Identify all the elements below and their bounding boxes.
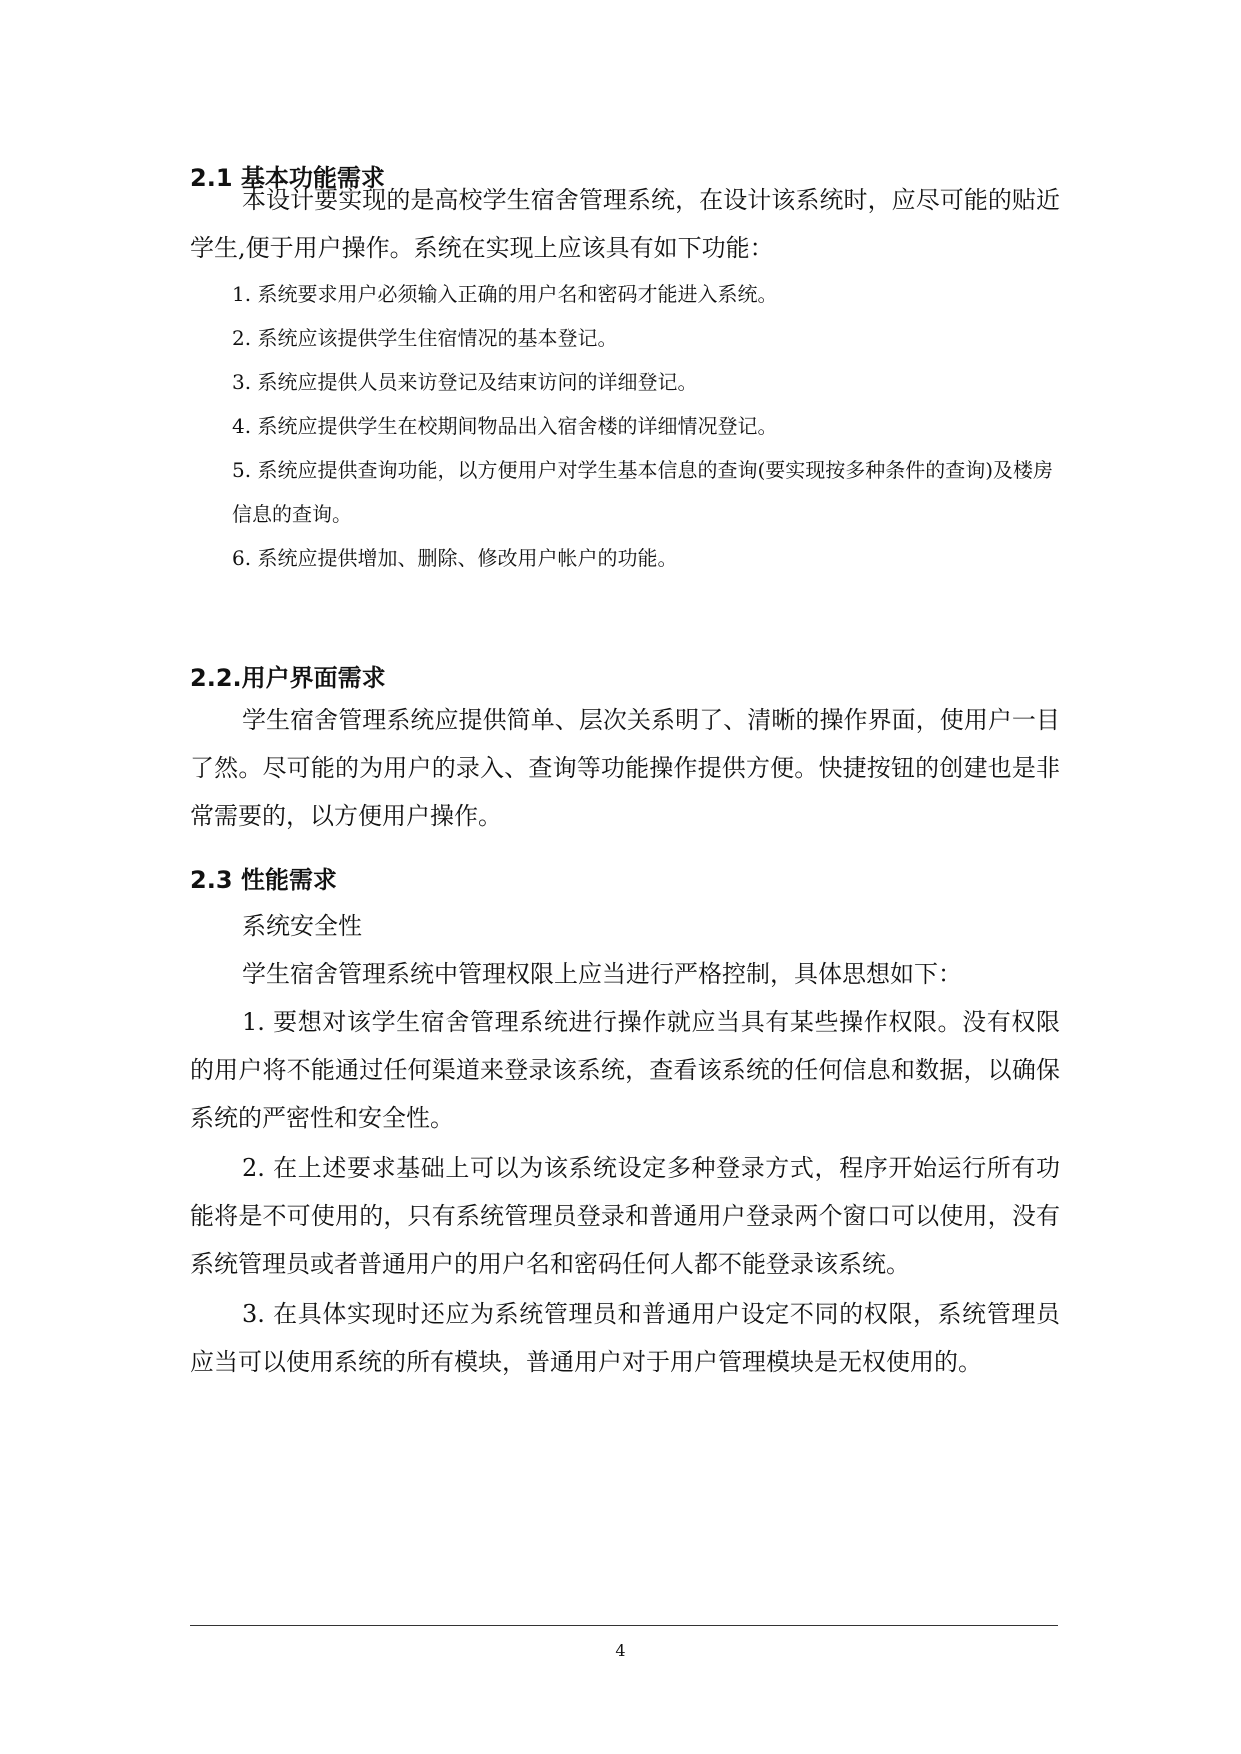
page-number: 4 [615, 1641, 626, 1660]
section-2-2-body: 学生宿舍管理系统应提供简单、层次关系明了、清晰的操作界面，使用户一目了然。尽可能的为用户的录入、查询等功能操作提供方便。快捷按钮的创建也是非常需要的，以方便用户操作。 [190, 706, 1060, 830]
section-heading-2-2: 2.2.用户界面需求 [190, 664, 386, 692]
section-heading-2-3: 2.3 性能需求 [190, 866, 337, 894]
list-item: 1. 系统要求用户必须输入正确的用户名和密码才能进入系统。 [232, 282, 778, 306]
security-point-2: 2. 在上述要求基础上可以为该系统设定多种登录方式，程序开始运行所有功能将是不可使用的，只有系统管理员登录和普通用户登录两个窗口可以使用，没有系统管理员或者普通用户的用户名和密码任何人都不能登录该系统。 [190, 1154, 1060, 1278]
section-2-3-subtitle: 系统安全性 [242, 912, 362, 940]
list-item: 5. 系统应提供查询功能，以方便用户对学生基本信息的查询(要实现按多种条件的查询)及楼房信息的查询。 [232, 458, 1054, 526]
list-item: 4. 系统应提供学生在校期间物品出入宿舍楼的详细情况登记。 [232, 414, 778, 438]
section-2-1-intro: 本设计要实现的是高校学生宿舍管理系统，在设计该系统时，应尽可能的贴近学生,便于用户操作。系统在实现上应该具有如下功能： [190, 186, 1060, 262]
list-item: 2. 系统应该提供学生住宿情况的基本登记。 [232, 326, 618, 350]
security-point-1: 1. 要想对该学生宿舍管理系统进行操作就应当具有某些操作权限。没有权限的用户将不能通过任何渠道来登录该系统，查看该系统的任何信息和数据，以确保系统的严密性和安全性。 [190, 1008, 1060, 1132]
security-point-3: 3. 在具体实现时还应为系统管理员和普通用户设定不同的权限，系统管理员应当可以使用系统的所有模块，普通用户对于用户管理模块是无权使用的。 [190, 1300, 1060, 1376]
footer-divider [190, 1625, 1058, 1626]
function-list [232, 272, 1072, 580]
section-2-3-lead: 学生宿舍管理系统中管理权限上应当进行严格控制，具体思想如下： [242, 960, 962, 988]
section-heading-2-1: 2.1 基本功能需求 [190, 164, 385, 192]
list-item: 6. 系统应提供增加、删除、修改用户帐户的功能。 [232, 546, 678, 570]
list-item: 3. 系统应提供人员来访登记及结束访问的详细登记。 [232, 370, 698, 394]
